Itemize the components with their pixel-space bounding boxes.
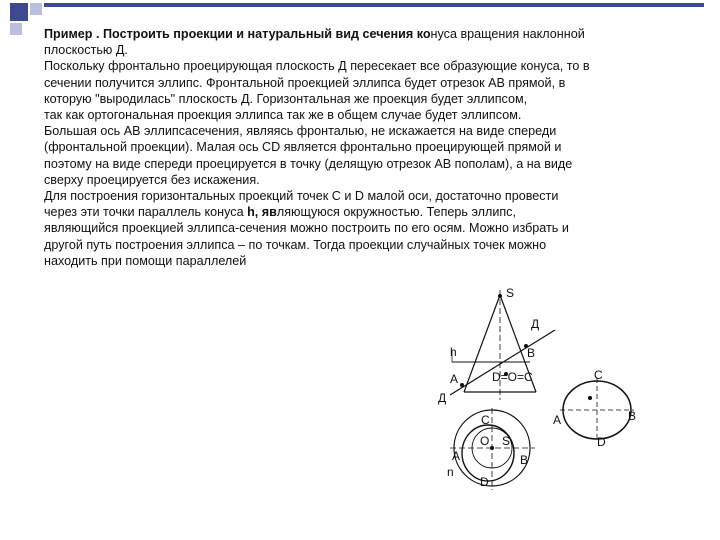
ellipse-point (589, 397, 592, 400)
text-line: плоскостью Д. (44, 43, 128, 58)
label-top-c: C (481, 413, 490, 427)
text-line: так как ортогональная проекция эллипса так же в общем случае будет эллипсом. (44, 108, 522, 123)
point-a (460, 383, 464, 387)
section-plane-line (450, 330, 555, 395)
text-line: сверху проецируется без искажения. (44, 172, 260, 187)
label-top-n: n (447, 465, 454, 479)
text-line: Для построения горизонтальных проекций точек С и D малой оси, достаточно провести (44, 189, 559, 204)
label-ellipse-d: D (597, 435, 606, 449)
point-s (498, 294, 502, 298)
text-line: поэтому на виде спереди проецируется в точку (делящую отрезок АВ пополам), а на виде (44, 156, 573, 171)
label-doc: D=O=C (492, 370, 533, 384)
text-line: Большая ось АВ эллипсасечения, являясь фронталью, не искажается на виде спереди (44, 124, 557, 139)
text-line: находить при помощи параллелей (44, 253, 247, 268)
label-ellipse-c: C (594, 368, 603, 382)
label-h: h (450, 345, 457, 359)
text-line: через эти точки параллель конуса h, являющуюся окружностью. Теперь эллипс, (44, 205, 516, 220)
label-ellipse-a: A (553, 413, 562, 427)
point-top-o (490, 446, 494, 450)
label-b: B (527, 346, 536, 360)
text-line: которую "выродилась" плоскость Д. Горизонтальная же проекция будет эллипсом, (44, 91, 528, 106)
text-line: другой путь построения эллипса – по точкам. Тогда проекции случайных точек можно (44, 237, 547, 252)
label-plane-d: Д (531, 317, 540, 331)
label-ellipse-b: B (628, 409, 637, 423)
title-line: Пример . Построить проекции и натуральный вид сечения конуса вращения наклонной (44, 27, 585, 41)
label-top-s: S (502, 434, 511, 448)
label-top-b: B (520, 453, 529, 467)
label-s: S (506, 286, 515, 300)
text-line: сечении получится эллипс. Фронтальной проекцией эллипса будет отрезок АВ прямой, в (44, 75, 566, 90)
label-a: A (450, 372, 459, 386)
text-line: являющийся проекцией эллипса-сечения можно построить по его осям. Можно избрать и (44, 221, 569, 236)
text-line: Поскольку фронтально проецирующая плоскость Д пересекает все образующие конуса, то в (44, 59, 590, 74)
label-plane-d-bottom: Д (438, 391, 447, 405)
label-top-o: O (480, 434, 490, 448)
label-top-d: D (480, 475, 489, 489)
text-line: (фронтальной проекции). Малая ось СD является фронтально проецирующей прямой и (44, 140, 562, 155)
label-top-a: A (452, 449, 461, 463)
